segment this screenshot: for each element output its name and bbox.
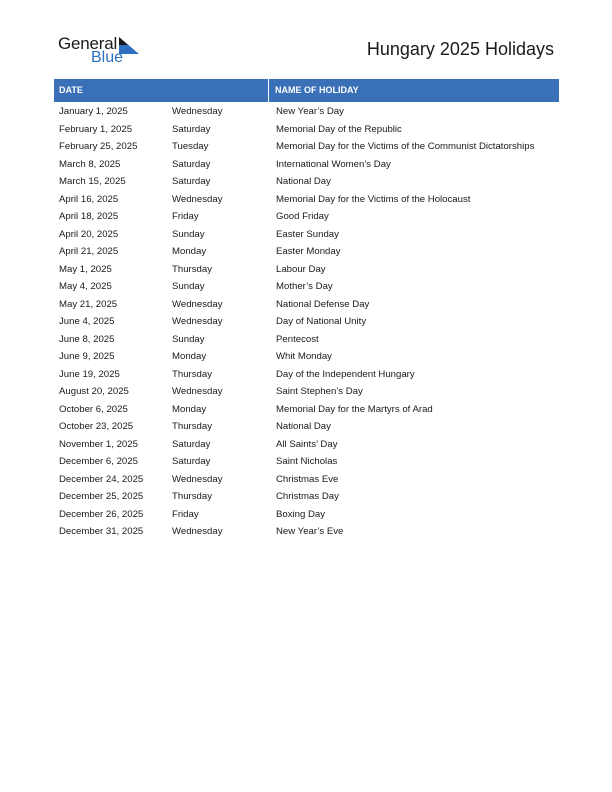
cell-date: April 18, 2025 — [59, 211, 119, 222]
cell-weekday: Saturday — [172, 438, 211, 450]
cell-date: March 15, 2025 — [59, 176, 126, 187]
logo-text-general: General — [58, 34, 118, 53]
cell-date: December 6, 2025 — [59, 456, 138, 467]
cell-weekday: Wednesday — [172, 473, 223, 485]
cell-holiday-name: Memorial Day for the Victims of the Holocaust — [276, 193, 471, 205]
cell-weekday: Saturday — [172, 158, 211, 170]
cell-weekday: Thursday — [172, 368, 212, 380]
table-row — [54, 156, 559, 174]
cell-weekday: Wednesday — [172, 386, 223, 397]
table-body — [54, 103, 559, 541]
table-row — [54, 436, 559, 454]
table-row — [54, 471, 559, 489]
cell-date: December 31, 2025 — [59, 526, 144, 537]
cell-holiday-name: Memorial Day for the Martyrs of Arad — [276, 403, 433, 415]
table-row — [54, 331, 559, 349]
cell-holiday-name: National Day — [276, 421, 331, 432]
cell-date: May 4, 2025 — [59, 281, 112, 292]
table-row — [54, 418, 559, 436]
table-row — [54, 261, 559, 279]
cell-holiday-name: All Saints’ Day — [276, 438, 338, 450]
cell-date: October 23, 2025 — [59, 421, 134, 432]
table-row — [54, 523, 559, 541]
cell-holiday-name: Saint Nicholas — [276, 456, 338, 467]
cell-date: May 21, 2025 — [59, 298, 118, 310]
table-row — [54, 208, 559, 226]
cell-holiday-name: New Year’s Day — [276, 106, 344, 117]
table-header — [54, 79, 559, 102]
table-row — [54, 313, 559, 331]
cell-weekday: Monday — [172, 351, 207, 362]
table-row — [54, 103, 559, 121]
cell-weekday: Friday — [172, 211, 199, 222]
cell-weekday: Wednesday — [172, 193, 223, 205]
cell-weekday: Sunday — [172, 228, 205, 240]
cell-holiday-name: Mother’s Day — [276, 281, 333, 292]
cell-date: December 25, 2025 — [59, 491, 144, 502]
cell-date: April 21, 2025 — [59, 246, 119, 257]
table-row — [54, 226, 559, 244]
column-header-date: DATE — [54, 79, 269, 102]
table-row — [54, 173, 559, 191]
cell-weekday: Sunday — [172, 281, 205, 292]
cell-weekday: Thursday — [172, 263, 212, 275]
cell-date: June 19, 2025 — [59, 368, 120, 380]
cell-holiday-name: Christmas Day — [276, 491, 339, 502]
cell-date: June 8, 2025 — [59, 333, 115, 345]
cell-holiday-name: Whit Monday — [276, 351, 332, 362]
table-row — [54, 278, 559, 296]
cell-date: March 8, 2025 — [59, 158, 121, 170]
table-row — [54, 121, 559, 139]
cell-holiday-name: Christmas Eve — [276, 473, 339, 485]
table-row — [54, 488, 559, 506]
cell-weekday: Saturday — [172, 456, 211, 467]
cell-holiday-name: Day of the Independent Hungary — [276, 368, 415, 380]
cell-weekday: Wednesday — [172, 298, 223, 310]
cell-holiday-name: National Defense Day — [276, 298, 370, 310]
cell-weekday: Monday — [172, 246, 207, 257]
cell-holiday-name: Good Friday — [276, 211, 329, 222]
logo — [58, 34, 148, 68]
cell-weekday: Tuesday — [172, 141, 209, 152]
cell-date: August 20, 2025 — [59, 386, 129, 397]
cell-holiday-name: Memorial Day of the Republic — [276, 123, 402, 135]
table-row — [54, 453, 559, 471]
cell-date: January 1, 2025 — [59, 106, 128, 117]
cell-date: April 16, 2025 — [59, 193, 119, 205]
table-row — [54, 383, 559, 401]
cell-date: May 1, 2025 — [59, 263, 112, 275]
table-row — [54, 348, 559, 366]
table-row — [54, 401, 559, 419]
cell-weekday: Wednesday — [172, 316, 223, 327]
cell-holiday-name: Pentecost — [276, 333, 319, 345]
table-row — [54, 366, 559, 384]
logo-text-blue: Blue — [91, 49, 124, 66]
cell-weekday: Thursday — [172, 491, 212, 502]
table-row — [54, 243, 559, 261]
cell-holiday-name: Day of National Unity — [276, 316, 367, 327]
cell-weekday: Wednesday — [172, 526, 223, 537]
cell-weekday: Saturday — [172, 123, 211, 135]
cell-date: December 24, 2025 — [59, 473, 144, 485]
cell-holiday-name: International Women’s Day — [276, 158, 391, 170]
cell-date: June 4, 2025 — [59, 316, 115, 327]
cell-holiday-name: Memorial Day for the Victims of the Communist Dictatorships — [276, 141, 535, 152]
cell-holiday-name: Saint Stephen’s Day — [276, 386, 363, 397]
cell-date: February 1, 2025 — [59, 123, 133, 135]
table-row — [54, 191, 559, 209]
cell-date: October 6, 2025 — [59, 403, 128, 415]
page-title: Hungary 2025 Holidays — [366, 39, 554, 59]
column-header-holiday-name: NAME OF HOLIDAY — [275, 85, 359, 95]
cell-holiday-name: Easter Sunday — [276, 228, 339, 240]
cell-holiday-name: Labour Day — [276, 263, 326, 275]
holiday-table — [54, 79, 559, 541]
cell-holiday-name: New Year’s Eve — [276, 526, 344, 537]
table-row — [54, 296, 559, 314]
cell-weekday: Friday — [172, 508, 199, 520]
cell-date: June 9, 2025 — [59, 351, 115, 362]
table-row — [54, 506, 559, 524]
cell-weekday: Thursday — [172, 421, 212, 432]
table-row — [54, 138, 559, 156]
cell-date: December 26, 2025 — [59, 508, 144, 520]
cell-weekday: Sunday — [172, 333, 205, 345]
cell-weekday: Wednesday — [172, 106, 223, 117]
cell-holiday-name: Easter Monday — [276, 246, 341, 257]
cell-date: November 1, 2025 — [59, 438, 138, 450]
cell-date: April 20, 2025 — [59, 228, 119, 240]
cell-weekday: Monday — [172, 403, 207, 415]
cell-holiday-name: Boxing Day — [276, 508, 326, 520]
cell-weekday: Saturday — [172, 176, 211, 187]
cell-holiday-name: National Day — [276, 176, 331, 187]
cell-date: February 25, 2025 — [59, 141, 138, 152]
